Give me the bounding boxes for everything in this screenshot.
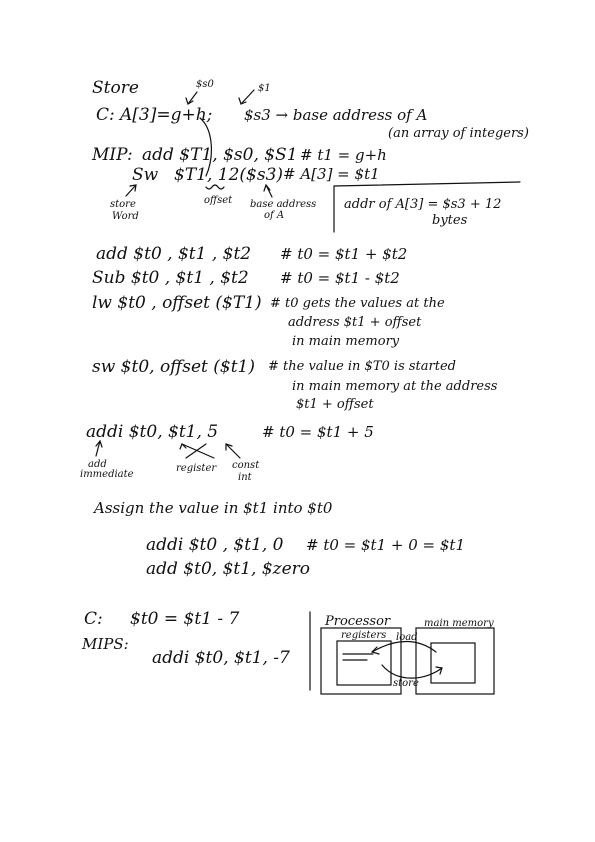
array-note: (an array of integers) bbox=[388, 126, 529, 141]
assign-add-line: add $t0, $t1, $zero bbox=[146, 559, 311, 579]
base-address-note: $s3 → base address of A bbox=[244, 106, 428, 124]
sw-comment-3: $t1 + offset bbox=[296, 397, 374, 412]
addi-line: addi $t0, $t1, 5 bbox=[86, 422, 219, 442]
addi-label-const: const bbox=[232, 460, 260, 471]
load-label: load bbox=[396, 632, 418, 643]
memory-box bbox=[416, 628, 494, 694]
add-line-comment: # t0 = $t1 + $t2 bbox=[280, 245, 408, 263]
main-memory-label: main memory bbox=[424, 618, 494, 629]
sw-opcode: Sw bbox=[132, 165, 159, 185]
base-address-label-2: of A bbox=[264, 210, 285, 221]
assign-heading: Assign the value in $t1 into $t0 bbox=[94, 499, 333, 517]
sub-line-comment: # t0 = $t1 - $t2 bbox=[280, 269, 400, 287]
bottom-c-statement: $t0 = $t1 - 7 bbox=[130, 609, 240, 629]
addr-note-1: addr of A[3] = $s3 + 12 bbox=[344, 197, 502, 212]
base-address-label-1: base address bbox=[250, 199, 317, 210]
reg-s1-annotation: $1 bbox=[258, 83, 271, 94]
store-label: store bbox=[393, 678, 419, 689]
load-arrow bbox=[372, 642, 436, 653]
c-statement: A[3]=g+h; bbox=[120, 105, 213, 125]
sw-instruction: $T1, 12($s3) bbox=[174, 165, 284, 185]
addi-label-add: add bbox=[88, 459, 107, 470]
bottom-mips-label: MIPS: bbox=[82, 635, 129, 653]
add-line: add $t0 , $t1 , $t2 bbox=[96, 244, 252, 264]
register-cross-b bbox=[182, 444, 214, 458]
mips-label: MIP: bbox=[92, 145, 133, 165]
store-heading: Store bbox=[92, 78, 139, 98]
store-word-label-2: Word bbox=[112, 211, 139, 222]
addi-label-register: register bbox=[176, 463, 217, 474]
register-cross-a bbox=[186, 444, 206, 458]
c-label: C: bbox=[96, 105, 115, 125]
sw-comment-2: in main memory at the address bbox=[292, 379, 498, 394]
lw-comment-3: in main memory bbox=[292, 334, 400, 349]
lw-comment-2: address $t1 + offset bbox=[288, 315, 422, 330]
addr-note-2: bytes bbox=[432, 213, 468, 228]
reg-s0-annotation: $s0 bbox=[196, 79, 214, 90]
addi-comment: # t0 = $t1 + 5 bbox=[262, 423, 374, 441]
addi-label-int: int bbox=[238, 472, 252, 483]
registers-box bbox=[337, 641, 391, 685]
lw-comment-1: # t0 gets the values at the bbox=[270, 296, 445, 311]
addr-note-border bbox=[334, 182, 520, 232]
sw-comment: # A[3] = $t1 bbox=[283, 165, 380, 183]
offset-label: offset bbox=[204, 195, 233, 206]
t1-bracket bbox=[200, 118, 211, 176]
arrow-s1-to-h bbox=[241, 90, 254, 104]
add-instruction: add $T1, $s0, $S1 bbox=[142, 145, 298, 165]
store-word-label-1: store bbox=[110, 199, 136, 210]
addi-label-immediate: immediate bbox=[80, 469, 134, 480]
bottom-mips-statement: addi $t0, $t1, -7 bbox=[152, 648, 290, 668]
sub-line: Sub $t0 , $t1 , $t2 bbox=[92, 268, 249, 288]
bottom-c-label: C: bbox=[84, 609, 103, 629]
add-comment: # t1 = g+h bbox=[300, 146, 387, 164]
processor-label: Processor bbox=[325, 614, 391, 629]
sw-comment-1: # the value in $T0 is started bbox=[268, 359, 456, 374]
arrow-s0-to-g bbox=[188, 92, 197, 104]
lw-line: lw $t0 , offset ($T1) bbox=[92, 293, 262, 313]
memory-inner-box bbox=[431, 643, 475, 683]
assign-addi-comment: # t0 = $t1 + 0 = $t1 bbox=[306, 536, 465, 554]
processor-box bbox=[321, 628, 401, 694]
const-arrow bbox=[226, 444, 240, 458]
assign-addi-line: addi $t0 , $t1, 0 bbox=[146, 535, 284, 555]
sw-line: sw $t0, offset ($t1) bbox=[92, 357, 255, 377]
registers-label: registers bbox=[341, 630, 387, 641]
offset-squiggle bbox=[206, 185, 224, 189]
